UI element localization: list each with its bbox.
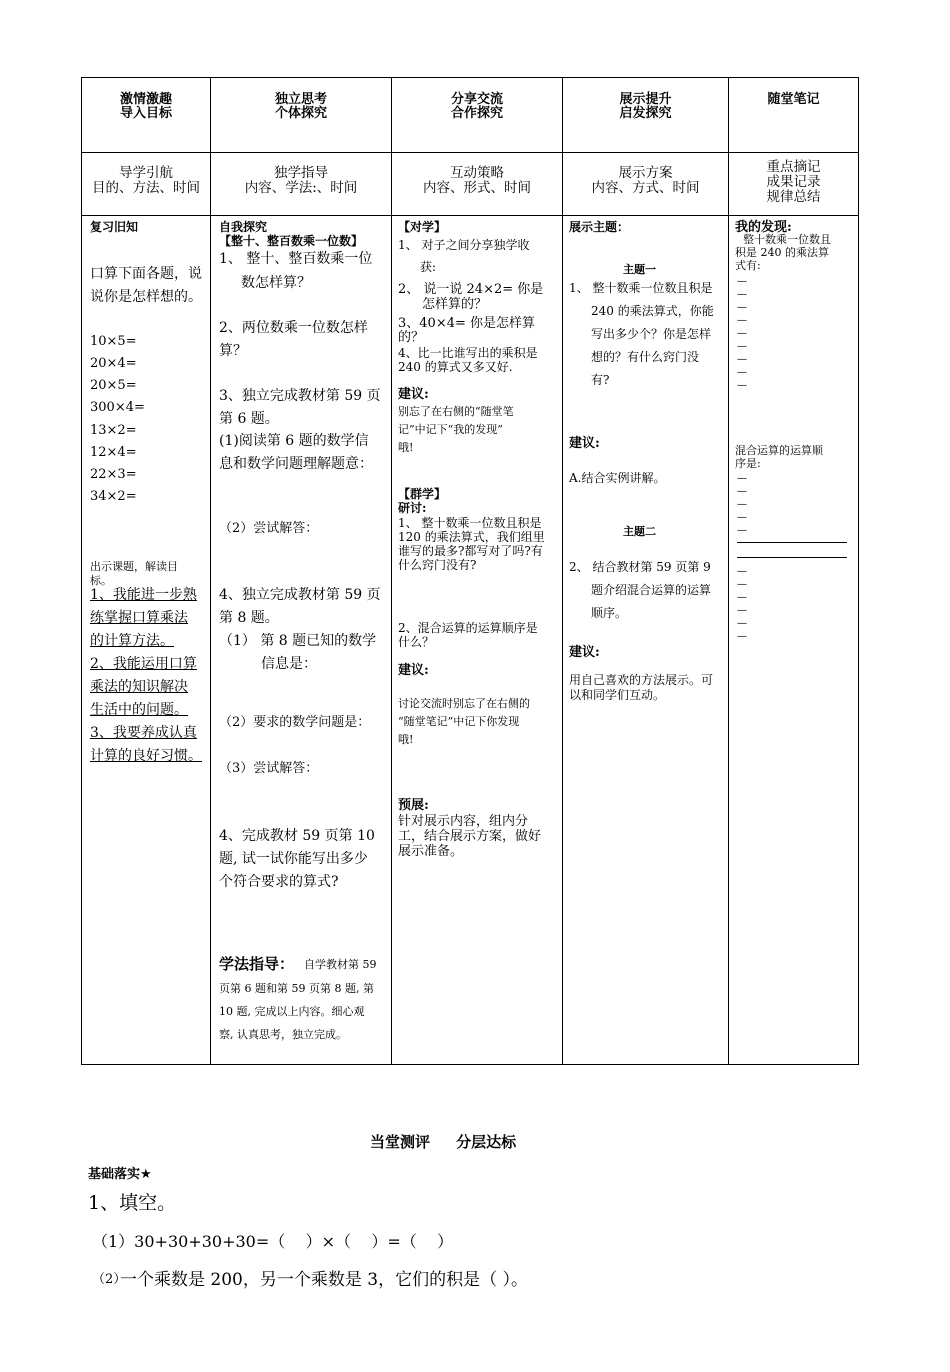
question-title: 1、填空。: [88, 1192, 177, 1214]
discovery-title: 我的发现:: [735, 220, 792, 235]
header-row: [82, 78, 859, 153]
subheader-cell: 互动策略 内容、形式、时间: [392, 153, 563, 216]
list-item: 计算的良好习惯。: [90, 748, 202, 764]
guide-column: 复习旧知 口算下面各题，说 说你是怎样想的。 10×5= 20×4= 20×5= 300×4= 13×2= 12×4= 22×3= 34×2= 出示课题，解读目 标。 1、我能进一步熟 练掌握口算乘法 的计算方法。 2、我能运用口算 乘法的知识解决 生活中的问题。 3、我要养成认真 计算的良好习惯。: [82, 216, 211, 1065]
review-title: 复习旧知: [90, 220, 139, 234]
presentation-column: 展示主题： 主题一 1、 整十数乘一位数且积是 240 的乘法算式，你能 写出多少个？你是怎样 想的？有什么窍门没 有? 建议: A.结合实例讲解。 主题二 2、 结合教材第 59 页第 9 题介绍混合运算的运算 顺序。 建议: 用自己喜欢的方法展示。可 以和同学们互动。: [563, 216, 729, 1065]
list-item: 10×5=: [90, 334, 137, 349]
header-cell: 展示提升 启发探究: [563, 78, 729, 153]
notes-column: 我的发现: 整十数乘一位数且 积是 240 的乘法算 式有: — — — — — — — — — 混合运算的运算顺 序是: — — — — — — — — — — —: [729, 216, 859, 1065]
subheader-row: [82, 153, 859, 216]
list-item: 3、我要养成认真: [90, 725, 197, 741]
note-line: [737, 542, 847, 543]
list-item: 生活中的问题。: [90, 702, 188, 718]
content-row: [82, 216, 859, 1065]
list-item: 300×4=: [90, 400, 145, 415]
list-item: 2、我能运用口算: [90, 656, 197, 672]
lesson-plan-table: [81, 77, 859, 1065]
header-cell: 分享交流 合作探究: [392, 78, 563, 153]
self-study-column: 自我探究 【整十、整百数乘一位数】 1、 整十、整百数乘一位 数怎样算？ 2、两位数乘一位数怎样 算？ 3、独立完成教材第 59 页 第 6 题。 (1)阅读第 6 题的数学信 息和数学问题理解题意： （2）尝试解答： 4、独立完成教材第 59 页 第 8 题。 （1） 第 8 题已知的数学 信息是： （2）要求的数学问题是： （3）尝试解答： 4、完成教材 59 页第 10 题, 试一试你能写出多少 个符合要求的算式? 学法指导： 自学教材第 59 页第 6 题和第 59 页第 8 题, 第 10 题, 完成以上内容。细心观 察, 认真思考，独立完成。: [211, 216, 392, 1065]
list-item: 的计算方法。: [90, 633, 174, 649]
header-cell: 随堂笔记: [729, 78, 859, 153]
list-item: 12×4=: [90, 445, 137, 460]
subheader-cell: 独学指导 内容、学法:、时间: [211, 153, 392, 216]
section-heading: 当堂测评 分层达标: [370, 1133, 517, 1151]
list-item: 1、我能进一步熟: [90, 587, 197, 603]
list-item: 20×4=: [90, 356, 137, 371]
subheader-cell: 导学引航 目的、方法、时间: [82, 153, 211, 216]
note-line: [737, 557, 847, 558]
subheader-cell: 展示方案 内容、方式、时间: [563, 153, 729, 216]
list-item: 22×3=: [90, 467, 137, 482]
list-item: 练掌握口算乘法: [90, 610, 188, 626]
list-item: 13×2=: [90, 423, 137, 438]
question-1-2: 一个乘数是 200，另一个乘数是 3，它们的积是（ ）。: [120, 1270, 528, 1290]
subheader-cell: 重点摘记 成果记录 规律总结: [729, 153, 859, 216]
level-label: 基础落实★: [88, 1167, 152, 1182]
question-1-1: （1）30+30+30+30=（ ）×（ ）=（ ）: [92, 1232, 454, 1251]
method-label: 学法指导：: [219, 955, 295, 973]
interaction-column: 【对学】 1、 对子之间分享独学收 获: 2、 说一说 24×2= 你是 怎样算的？ 3、40×4= 你是怎样算 的？ 4、比一比谁写出的乘积是 240 的算式又多又好. 建议: 别忘了在右侧的“随堂笔 记”中记下“我的发现” 哦! 【群学】 研讨: 1、 整十数乘一位数且积是 120 的乘法算式，我们组里 谁写的最多?都写对了吗?有 什么窍门没有? 2、混合运算的运算顺序是 什么？ 建议: 讨论交流时别忘了在右侧的 “随堂笔记”中记下你发现 哦! 预展: 针对展示内容，组内分 工，结合展示方案，做好 展示准备。: [392, 216, 563, 1065]
header-cell: 独立思考 个体探究: [211, 78, 392, 153]
list-item: 20×5=: [90, 378, 137, 393]
list-item: 34×2=: [90, 489, 137, 504]
list-item: 乘法的知识解决: [90, 679, 188, 695]
header-cell: 激情激趣 导入目标: [82, 78, 211, 153]
